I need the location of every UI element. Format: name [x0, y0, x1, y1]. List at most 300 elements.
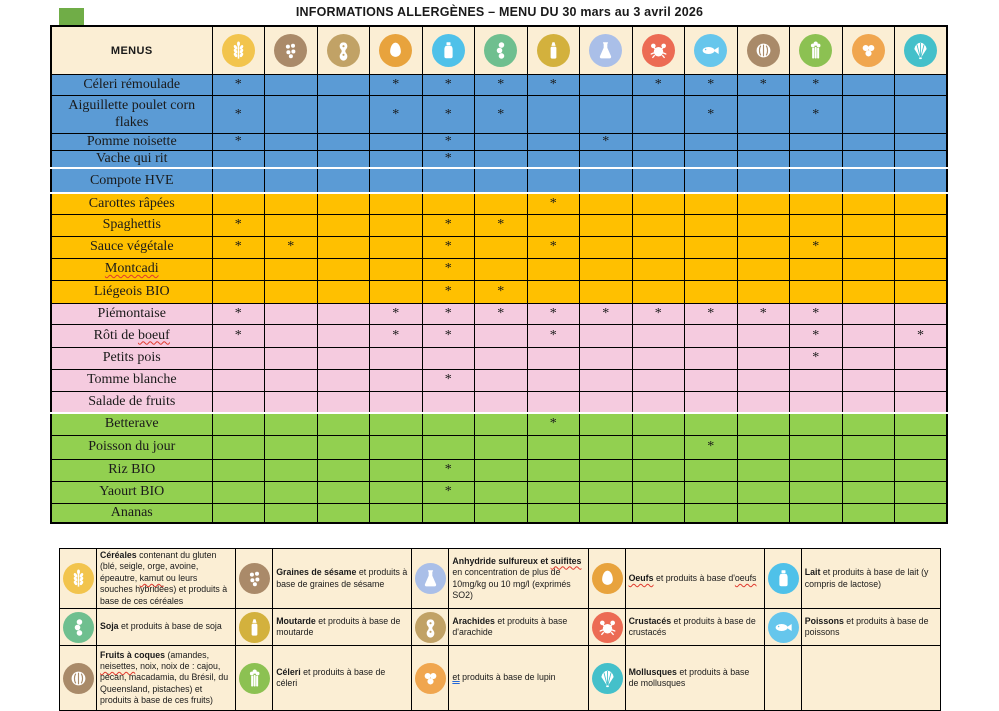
allergen-mark-cell	[685, 459, 738, 481]
nuts-icon	[747, 34, 780, 67]
legend-text-cell: Soja et produits à base de soja	[97, 609, 236, 646]
legend-text-cell: Céleri et produits à base de céleri	[273, 646, 412, 711]
allergen-mark-cell	[895, 391, 948, 413]
allergen-mark-cell	[632, 459, 685, 481]
allergen-mark-cell	[842, 369, 895, 391]
allergen-mark-cell	[475, 324, 528, 347]
egg-icon	[592, 563, 623, 594]
allergen-mark-cell: *	[527, 413, 580, 435]
allergen-mark-cell: *	[422, 280, 475, 303]
legend-row	[60, 549, 941, 609]
allergen-mark-cell	[842, 258, 895, 280]
allergen-mark-cell	[317, 324, 370, 347]
celery-icon	[239, 663, 270, 694]
allergen-mark-cell	[370, 151, 423, 169]
allergen-mark-cell: *	[475, 303, 528, 324]
allergen-mark-cell	[580, 75, 633, 96]
allergen-mark-cell	[790, 134, 843, 151]
allergen-mark-cell: *	[632, 303, 685, 324]
allergen-mark-cell: *	[790, 96, 843, 134]
allergen-mark-cell	[580, 324, 633, 347]
menu-row	[51, 280, 947, 303]
allergen-mark-cell	[842, 303, 895, 324]
allergen-mark-cell	[265, 481, 318, 503]
allergen-column-lupin	[842, 26, 895, 75]
allergen-mark-cell	[790, 151, 843, 169]
allergen-mark-cell	[895, 236, 948, 258]
allergen-mark-cell: *	[422, 258, 475, 280]
legend-row	[60, 646, 941, 711]
menu-label: Carottes râpées	[51, 193, 212, 214]
table-body	[51, 75, 947, 524]
allergen-mark-cell	[895, 258, 948, 280]
allergen-mark-cell	[317, 369, 370, 391]
lupin-icon	[415, 663, 446, 694]
allergen-mark-cell	[842, 503, 895, 523]
menu-label: Liégeois BIO	[51, 280, 212, 303]
allergen-mark-cell	[475, 258, 528, 280]
allergen-mark-cell	[632, 168, 685, 193]
allergen-mark-cell	[212, 391, 265, 413]
allergen-mark-cell	[370, 347, 423, 369]
allergen-mark-cell: *	[527, 303, 580, 324]
allergen-mark-cell	[842, 214, 895, 236]
allergen-mark-cell	[790, 193, 843, 214]
allergen-mark-cell	[580, 214, 633, 236]
allergen-mark-cell	[370, 369, 423, 391]
allergen-mark-cell	[685, 193, 738, 214]
allergen-mark-cell	[580, 413, 633, 435]
allergen-mark-cell	[212, 459, 265, 481]
menu-row	[51, 151, 947, 169]
allergen-mark-cell	[527, 96, 580, 134]
allergen-column-lait	[422, 26, 475, 75]
allergen-mark-cell	[685, 280, 738, 303]
allergen-mark-cell: *	[422, 151, 475, 169]
allergen-mark-cell	[632, 280, 685, 303]
allergen-mark-cell	[737, 459, 790, 481]
allergen-mark-cell	[895, 503, 948, 523]
allergen-mark-cell	[317, 75, 370, 96]
allergen-mark-cell: *	[790, 236, 843, 258]
menu-row	[51, 481, 947, 503]
allergen-mark-cell	[265, 413, 318, 435]
allergen-mark-cell	[685, 214, 738, 236]
legend-icon-cell	[764, 549, 801, 609]
allergen-mark-cell	[842, 435, 895, 459]
legend-table	[59, 548, 941, 711]
allergen-mark-cell	[737, 134, 790, 151]
allergen-mark-cell	[265, 391, 318, 413]
allergen-mark-cell: *	[527, 324, 580, 347]
allergen-mark-cell	[212, 481, 265, 503]
legend-text-cell: Moutarde et produits à base de moutarde	[273, 609, 412, 646]
allergen-mark-cell	[422, 168, 475, 193]
menu-label: Betterave	[51, 413, 212, 435]
fish-icon	[768, 612, 799, 643]
allergen-mark-cell	[580, 459, 633, 481]
menu-row	[51, 75, 947, 96]
allergen-mark-cell	[370, 258, 423, 280]
legend-row	[60, 609, 941, 646]
allergen-mark-cell	[475, 236, 528, 258]
allergen-mark-cell	[422, 503, 475, 523]
mustard-icon	[537, 34, 570, 67]
allergen-mark-cell	[842, 280, 895, 303]
page-title: INFORMATIONS ALLERGÈNES – MENU DU 30 mars au 3 avril 2026	[295, 5, 704, 19]
lupin-icon	[852, 34, 885, 67]
allergen-mark-cell	[265, 369, 318, 391]
allergen-mark-cell	[212, 193, 265, 214]
allergen-mark-cell	[370, 134, 423, 151]
allergen-mark-cell: *	[212, 236, 265, 258]
menu-row	[51, 324, 947, 347]
allergen-mark-cell	[842, 75, 895, 96]
allergen-mark-cell	[895, 280, 948, 303]
allergen-mark-cell	[527, 258, 580, 280]
allergen-mark-cell	[265, 75, 318, 96]
allergen-mark-cell	[527, 459, 580, 481]
legend-icon-cell	[60, 609, 97, 646]
flask-icon	[415, 563, 446, 594]
allergen-mark-cell	[317, 193, 370, 214]
allergen-mark-cell: *	[212, 214, 265, 236]
allergen-mark-cell	[895, 413, 948, 435]
allergen-mark-cell	[895, 459, 948, 481]
allergen-mark-cell	[265, 193, 318, 214]
allergen-mark-cell: *	[527, 236, 580, 258]
allergen-mark-cell	[212, 151, 265, 169]
allergen-mark-cell: *	[685, 75, 738, 96]
allergen-mark-cell	[737, 168, 790, 193]
allergen-mark-cell	[580, 151, 633, 169]
allergen-mark-cell	[790, 280, 843, 303]
allergen-mark-cell	[632, 369, 685, 391]
fish-icon	[694, 34, 727, 67]
allergen-mark-cell	[632, 134, 685, 151]
allergen-mark-cell	[317, 151, 370, 169]
allergen-mark-cell	[317, 236, 370, 258]
allergen-mark-cell	[265, 258, 318, 280]
allergen-column-arachides	[317, 26, 370, 75]
allergen-mark-cell	[580, 258, 633, 280]
menu-row	[51, 168, 947, 193]
allergen-mark-cell	[527, 214, 580, 236]
allergen-mark-cell	[265, 280, 318, 303]
allergen-mark-cell: *	[212, 75, 265, 96]
allergen-mark-cell	[422, 413, 475, 435]
allergen-mark-cell: *	[422, 236, 475, 258]
soy-icon	[63, 612, 94, 643]
sesame-icon	[239, 563, 270, 594]
legend-icon-cell	[60, 549, 97, 609]
allergen-mark-cell	[842, 481, 895, 503]
allergen-mark-cell	[475, 503, 528, 523]
allergen-mark-cell: *	[422, 96, 475, 134]
allergen-mark-cell: *	[685, 303, 738, 324]
menu-row	[51, 435, 947, 459]
allergen-mark-cell	[317, 280, 370, 303]
allergen-mark-cell	[475, 369, 528, 391]
allergen-mark-cell: *	[790, 303, 843, 324]
allergen-mark-cell	[632, 96, 685, 134]
allergen-mark-cell	[790, 459, 843, 481]
menu-label: Pomme noisette	[51, 134, 212, 151]
allergen-column-oeufs	[370, 26, 423, 75]
allergen-mark-cell: *	[737, 303, 790, 324]
allergen-mark-cell	[422, 193, 475, 214]
allergen-mark-cell	[370, 214, 423, 236]
allergen-mark-cell	[265, 503, 318, 523]
allergen-mark-cell	[212, 347, 265, 369]
allergen-mark-cell	[317, 435, 370, 459]
allergen-mark-cell: *	[737, 75, 790, 96]
allergen-mark-cell	[685, 151, 738, 169]
menu-row	[51, 503, 947, 523]
allergen-mark-cell	[632, 236, 685, 258]
allergen-mark-cell	[370, 435, 423, 459]
allergen-mark-cell	[580, 347, 633, 369]
allergen-mark-cell	[212, 369, 265, 391]
allergen-mark-cell	[317, 214, 370, 236]
allergen-mark-cell: *	[632, 75, 685, 96]
legend-text-cell: Céréales contenant du gluten (blé, seigle, orge, avoine, épeautre, kamut ou leurs souches hybridées) et produits à base de ces céréales	[97, 549, 236, 609]
allergen-mark-cell	[632, 391, 685, 413]
menu-label: Riz BIO	[51, 459, 212, 481]
sesame-icon	[274, 34, 307, 67]
legend-text-cell: et produits à base de lupin	[449, 646, 588, 711]
allergen-mark-cell	[212, 258, 265, 280]
allergen-mark-cell: *	[212, 324, 265, 347]
menu-label: Céleri rémoulade	[51, 75, 212, 96]
legend-icon-cell	[236, 549, 273, 609]
menu-label: Spaghettis	[51, 214, 212, 236]
allergen-mark-cell	[790, 391, 843, 413]
allergen-mark-cell	[580, 369, 633, 391]
legend-icon-cell	[412, 646, 449, 711]
allergen-mark-cell	[475, 134, 528, 151]
allergen-mark-cell	[475, 347, 528, 369]
allergen-mark-cell	[790, 168, 843, 193]
allergen-column-sesame	[265, 26, 318, 75]
allergen-mark-cell	[895, 193, 948, 214]
menu-label: Petits pois	[51, 347, 212, 369]
allergen-mark-cell	[737, 193, 790, 214]
allergen-mark-cell	[527, 134, 580, 151]
allergen-mark-cell	[895, 134, 948, 151]
allergen-mark-cell	[842, 96, 895, 134]
allergen-mark-cell: *	[370, 303, 423, 324]
milk-bottle-icon	[768, 563, 799, 594]
allergen-mark-cell: *	[475, 96, 528, 134]
allergen-mark-cell: *	[422, 134, 475, 151]
legend-icon-cell	[236, 646, 273, 711]
allergen-mark-cell	[317, 258, 370, 280]
allergen-mark-cell	[790, 435, 843, 459]
allergen-mark-cell	[685, 134, 738, 151]
legend-icon-cell	[236, 609, 273, 646]
allergen-mark-cell	[790, 258, 843, 280]
allergen-mark-cell	[737, 280, 790, 303]
allergen-mark-cell	[685, 324, 738, 347]
allergen-mark-cell	[842, 236, 895, 258]
allergen-mark-cell	[527, 481, 580, 503]
allergen-mark-cell	[737, 96, 790, 134]
legend-text-cell: Crustacés et produits à base de crustacés	[625, 609, 764, 646]
allergen-mark-cell	[265, 347, 318, 369]
allergen-mark-cell	[685, 236, 738, 258]
allergen-mark-cell	[580, 193, 633, 214]
menu-label: Rôti de boeuf	[51, 324, 212, 347]
allergen-mark-cell	[580, 168, 633, 193]
legend-body	[60, 549, 941, 711]
allergen-mark-cell	[737, 151, 790, 169]
allergen-mark-cell: *	[422, 214, 475, 236]
allergen-mark-cell	[685, 481, 738, 503]
allergen-mark-cell	[317, 459, 370, 481]
legend-text-cell: Lait et produits à base de lait (y compris de lactose)	[801, 549, 940, 609]
allergen-mark-cell	[475, 435, 528, 459]
menu-label: Aiguillette poulet corn flakes	[51, 96, 212, 134]
allergen-mark-cell	[632, 413, 685, 435]
allergen-mark-cell: *	[527, 193, 580, 214]
peanut-icon	[415, 612, 446, 643]
allergen-mark-cell	[685, 168, 738, 193]
allergen-mark-cell	[370, 280, 423, 303]
allergen-mark-cell: *	[370, 96, 423, 134]
allergen-mark-cell	[527, 391, 580, 413]
allergen-mark-cell	[895, 151, 948, 169]
allergen-mark-cell	[265, 324, 318, 347]
allergen-mark-cell	[317, 96, 370, 134]
shell-icon	[592, 663, 623, 694]
green-marker	[59, 8, 84, 25]
allergen-mark-cell	[265, 151, 318, 169]
allergen-mark-cell	[632, 258, 685, 280]
allergen-column-celeri	[790, 26, 843, 75]
mustard-icon	[239, 612, 270, 643]
allergen-mark-cell	[475, 481, 528, 503]
allergen-mark-cell	[265, 96, 318, 134]
allergen-mark-cell	[370, 413, 423, 435]
allergen-mark-cell	[895, 481, 948, 503]
allergen-mark-cell	[422, 435, 475, 459]
allergen-mark-cell	[737, 481, 790, 503]
menu-label: Salade de fruits	[51, 391, 212, 413]
allergen-mark-cell: *	[475, 214, 528, 236]
allergen-mark-cell	[842, 459, 895, 481]
legend-text-cell: Graines de sésame et produits à base de graines de sésame	[273, 549, 412, 609]
allergen-mark-cell	[790, 503, 843, 523]
legend-icon-cell	[588, 549, 625, 609]
allergen-mark-cell	[265, 214, 318, 236]
allergen-mark-cell	[580, 503, 633, 523]
menu-label: Sauce végétale	[51, 236, 212, 258]
allergen-mark-cell	[737, 503, 790, 523]
allergen-mark-cell: *	[475, 280, 528, 303]
allergen-table	[50, 25, 948, 524]
menus-header-cell: MENUS	[51, 26, 212, 75]
allergen-mark-cell	[737, 391, 790, 413]
allergen-mark-cell	[212, 413, 265, 435]
legend-icon-cell	[588, 646, 625, 711]
menu-row	[51, 236, 947, 258]
allergen-mark-cell	[422, 391, 475, 413]
allergen-mark-cell	[370, 503, 423, 523]
allergen-mark-cell	[265, 459, 318, 481]
allergen-mark-cell: *	[370, 75, 423, 96]
allergen-mark-cell	[685, 503, 738, 523]
allergen-mark-cell	[842, 324, 895, 347]
allergen-mark-cell	[317, 134, 370, 151]
allergen-mark-cell	[475, 151, 528, 169]
allergen-mark-cell	[475, 413, 528, 435]
allergen-mark-cell	[737, 435, 790, 459]
allergen-column-crustaces	[632, 26, 685, 75]
crab-icon	[592, 612, 623, 643]
allergen-mark-cell	[737, 347, 790, 369]
legend-icon-cell	[412, 609, 449, 646]
allergen-mark-cell: *	[212, 96, 265, 134]
allergen-mark-cell	[527, 151, 580, 169]
allergen-mark-cell: *	[212, 134, 265, 151]
allergen-mark-cell: *	[422, 303, 475, 324]
allergen-mark-cell	[475, 193, 528, 214]
allergen-mark-cell	[475, 459, 528, 481]
allergen-mark-cell: *	[685, 435, 738, 459]
allergen-mark-cell	[842, 134, 895, 151]
allergen-mark-cell	[685, 347, 738, 369]
allergen-mark-cell	[212, 168, 265, 193]
legend-icon-cell	[60, 646, 97, 711]
allergen-mark-cell	[317, 413, 370, 435]
allergen-mark-cell	[370, 168, 423, 193]
allergen-mark-cell	[265, 435, 318, 459]
allergen-mark-cell: *	[422, 369, 475, 391]
allergen-mark-cell	[632, 193, 685, 214]
allergen-mark-cell	[580, 481, 633, 503]
allergen-mark-cell	[212, 435, 265, 459]
egg-icon	[379, 34, 412, 67]
allergen-mark-cell	[632, 503, 685, 523]
allergen-mark-cell	[842, 168, 895, 193]
allergen-mark-cell	[685, 413, 738, 435]
menu-row	[51, 369, 947, 391]
menu-row	[51, 258, 947, 280]
allergen-mark-cell: *	[580, 134, 633, 151]
legend-text-cell-empty	[801, 646, 940, 711]
legend-icon-cell	[588, 609, 625, 646]
allergen-column-gluten	[212, 26, 265, 75]
menu-row	[51, 134, 947, 151]
allergen-mark-cell	[580, 280, 633, 303]
allergen-mark-cell	[632, 324, 685, 347]
allergen-mark-cell: *	[790, 75, 843, 96]
allergen-mark-cell: *	[422, 459, 475, 481]
allergen-mark-cell	[370, 391, 423, 413]
allergen-mark-cell	[685, 258, 738, 280]
menu-row	[51, 413, 947, 435]
allergen-mark-cell	[842, 347, 895, 369]
allergen-mark-cell	[895, 435, 948, 459]
allergen-mark-cell: *	[422, 481, 475, 503]
allergen-mark-cell	[895, 369, 948, 391]
allergen-mark-cell	[317, 303, 370, 324]
allergen-mark-cell	[842, 391, 895, 413]
allergen-mark-cell: *	[422, 75, 475, 96]
allergen-mark-cell	[895, 303, 948, 324]
soy-icon	[484, 34, 517, 67]
